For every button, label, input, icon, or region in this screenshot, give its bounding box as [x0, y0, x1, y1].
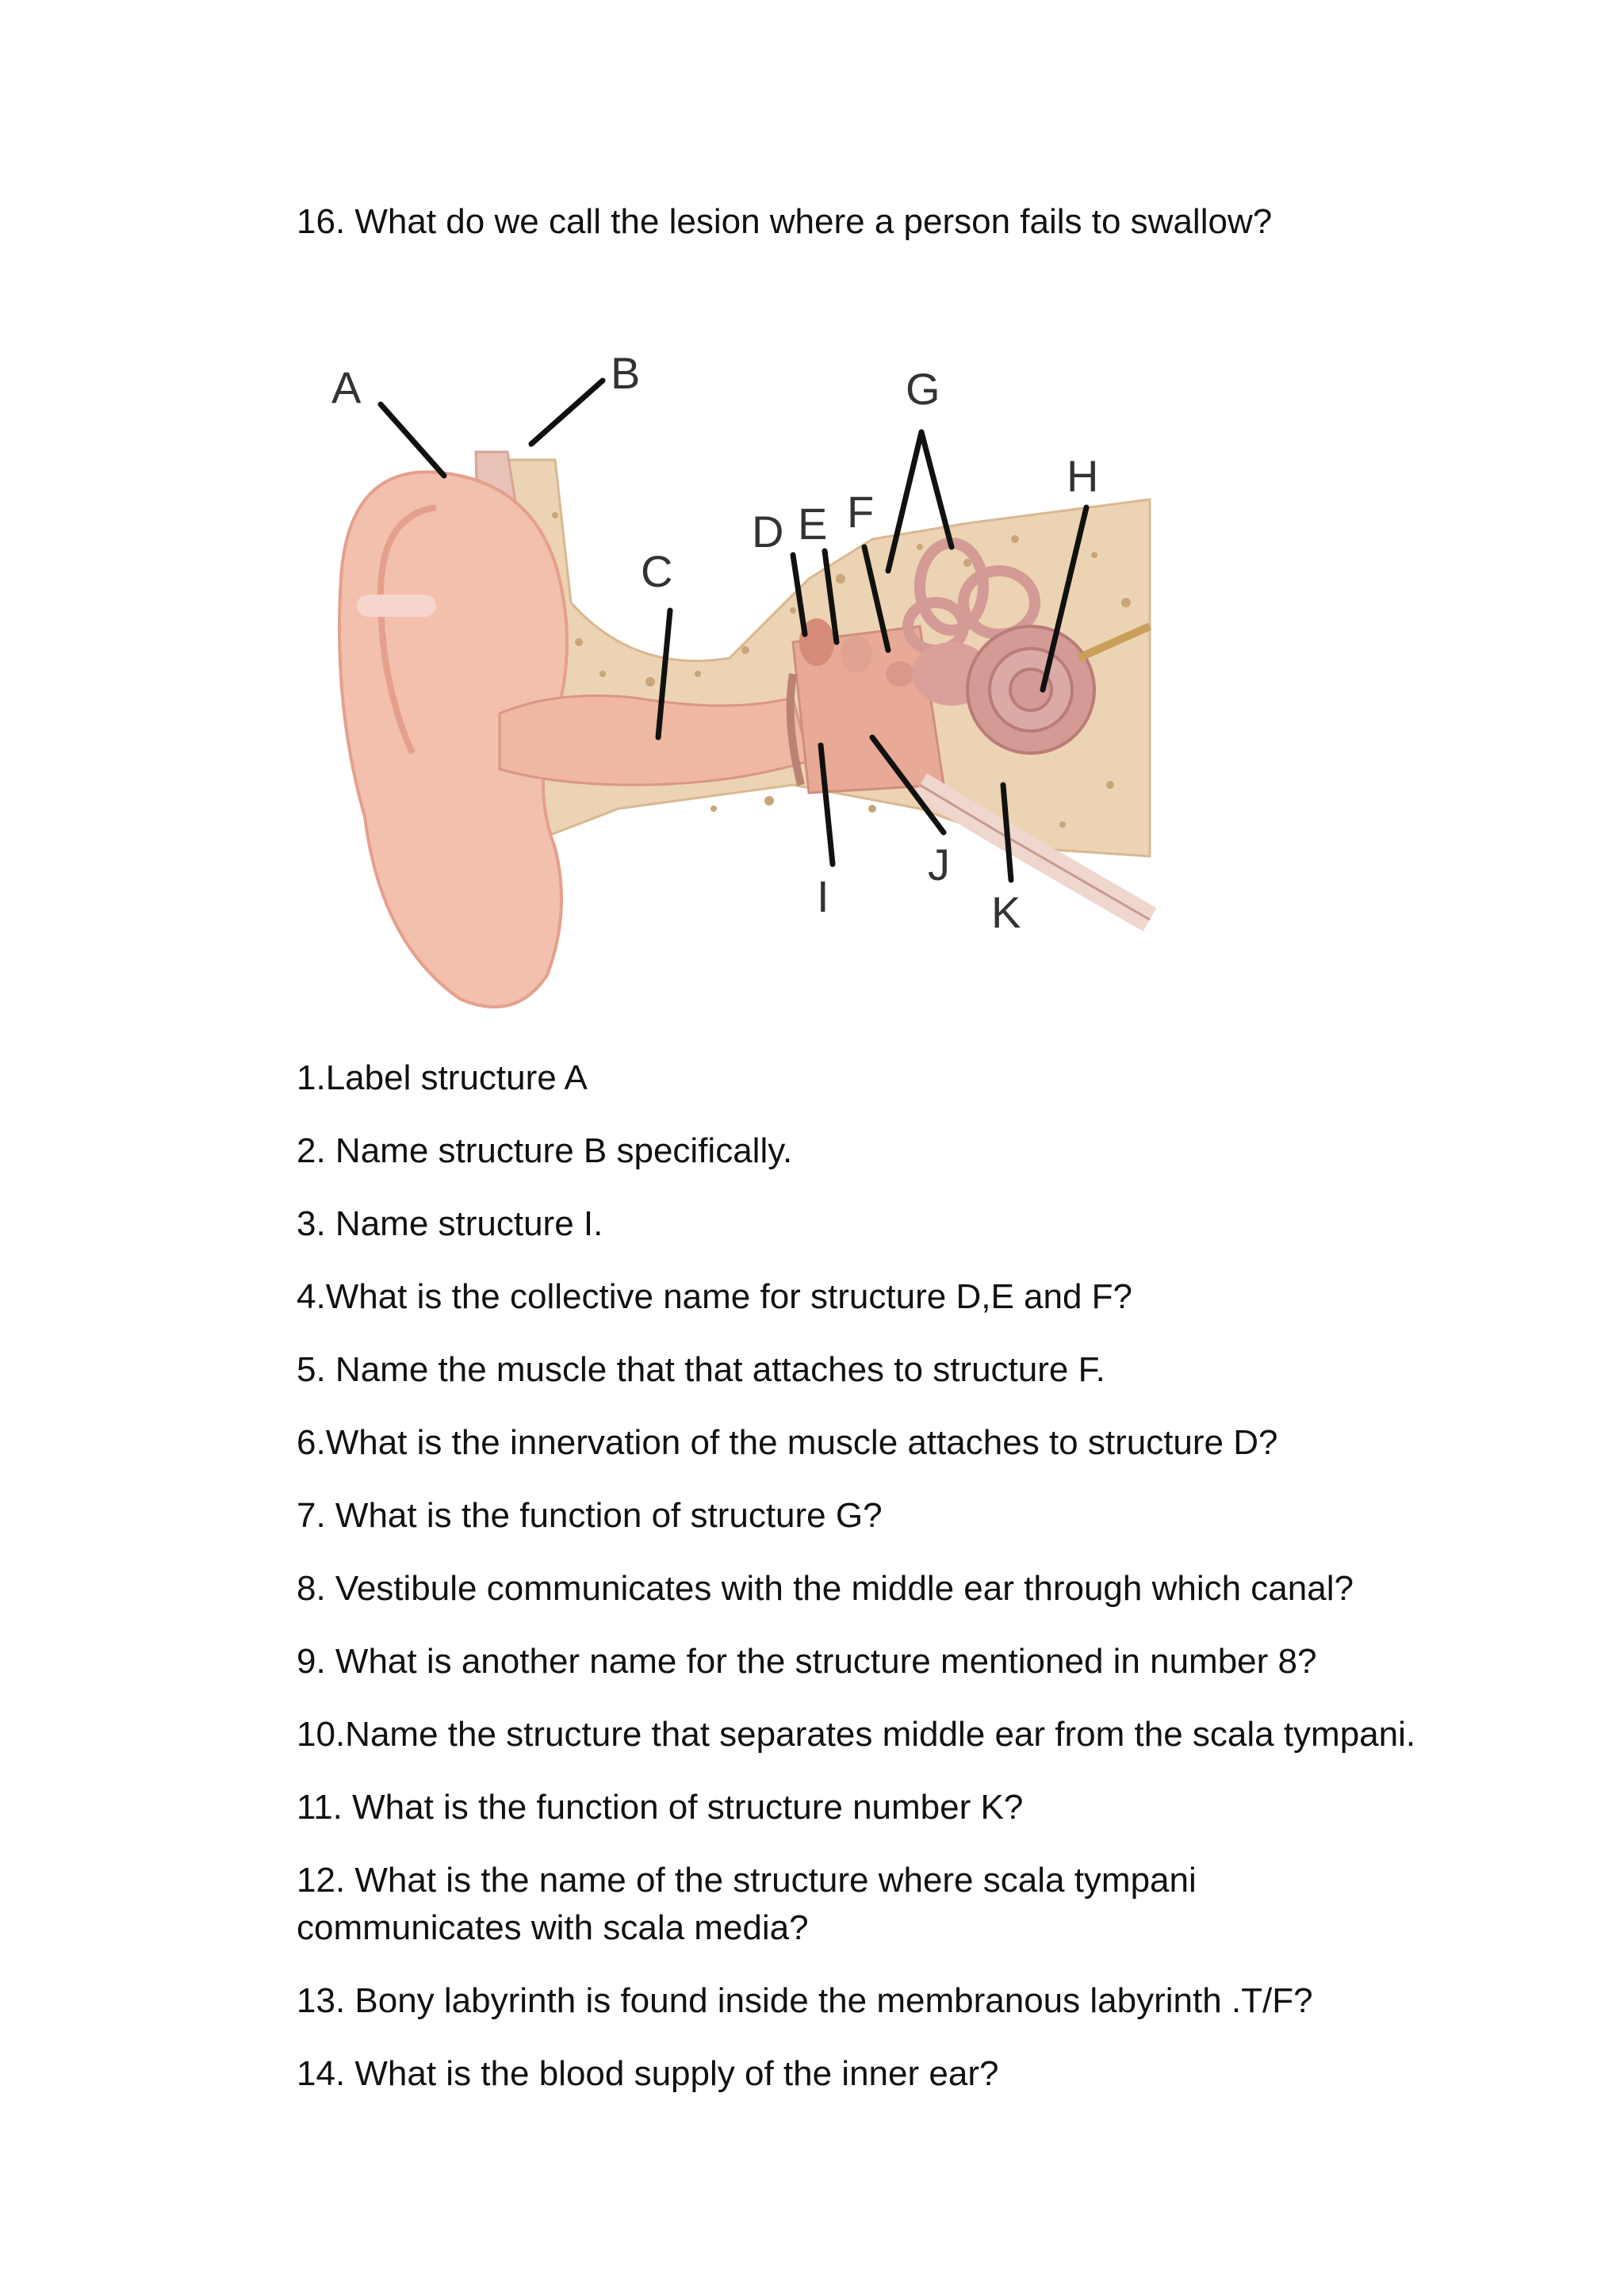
label-e: E	[798, 499, 828, 549]
leader-b	[531, 381, 603, 444]
label-j: J	[928, 840, 950, 890]
label-b: B	[611, 348, 641, 398]
question-5: 5. Name the muscle that that attaches to structure F.	[297, 1350, 1105, 1389]
label-g: G	[906, 364, 940, 414]
label-k: K	[991, 887, 1021, 937]
question-8: 8. Vestibule communicates with the middle ear through which canal?	[297, 1569, 1354, 1608]
question-12: 12. What is the name of the structure where scala tympani communicates with scala media?	[297, 1861, 1197, 1947]
question-16: 16. What do we call the lesion where a person fails to swallow?	[297, 202, 1273, 241]
question-2: 2. Name structure B specifically.	[297, 1131, 793, 1170]
question-9: 9. What is another name for the structure mentioned in number 8?	[297, 1642, 1317, 1681]
question-3: 3. Name structure I.	[297, 1204, 603, 1243]
label-c: C	[641, 546, 673, 596]
leader-a	[381, 404, 444, 476]
question-13: 13. Bony labyrinth is found inside the membranous labyrinth .T/F?	[297, 1981, 1313, 2020]
question-6: 6.What is the innervation of the muscle attaches to structure D?	[297, 1423, 1278, 1462]
question-4: 4.What is the collective name for structure D,E and F?	[297, 1277, 1133, 1316]
question-11: 11. What is the function of structure number K?	[297, 1788, 1024, 1827]
question-14: 14. What is the blood supply of the inner ear?	[297, 2054, 999, 2093]
question-1: 1.Label structure A	[297, 1058, 588, 1097]
question-list	[297, 1054, 1534, 2123]
external-auditory-canal	[500, 696, 809, 786]
ossicle-stapes	[886, 661, 914, 687]
label-h: H	[1067, 451, 1099, 501]
question-10: 10.Name the structure that separates middle ear from the scala tympani.	[297, 1715, 1416, 1754]
ear-anatomy-diagram	[317, 341, 1158, 1039]
label-d: D	[752, 507, 784, 557]
pinna-highlight	[357, 595, 436, 617]
ossicle-incus	[841, 635, 872, 673]
ear-anatomy-illustration	[317, 341, 1158, 1039]
label-i: I	[817, 871, 829, 921]
cochlea	[967, 626, 1094, 753]
question-7: 7. What is the function of structure G?	[297, 1496, 883, 1535]
label-a: A	[331, 362, 362, 412]
label-f: F	[847, 487, 875, 537]
